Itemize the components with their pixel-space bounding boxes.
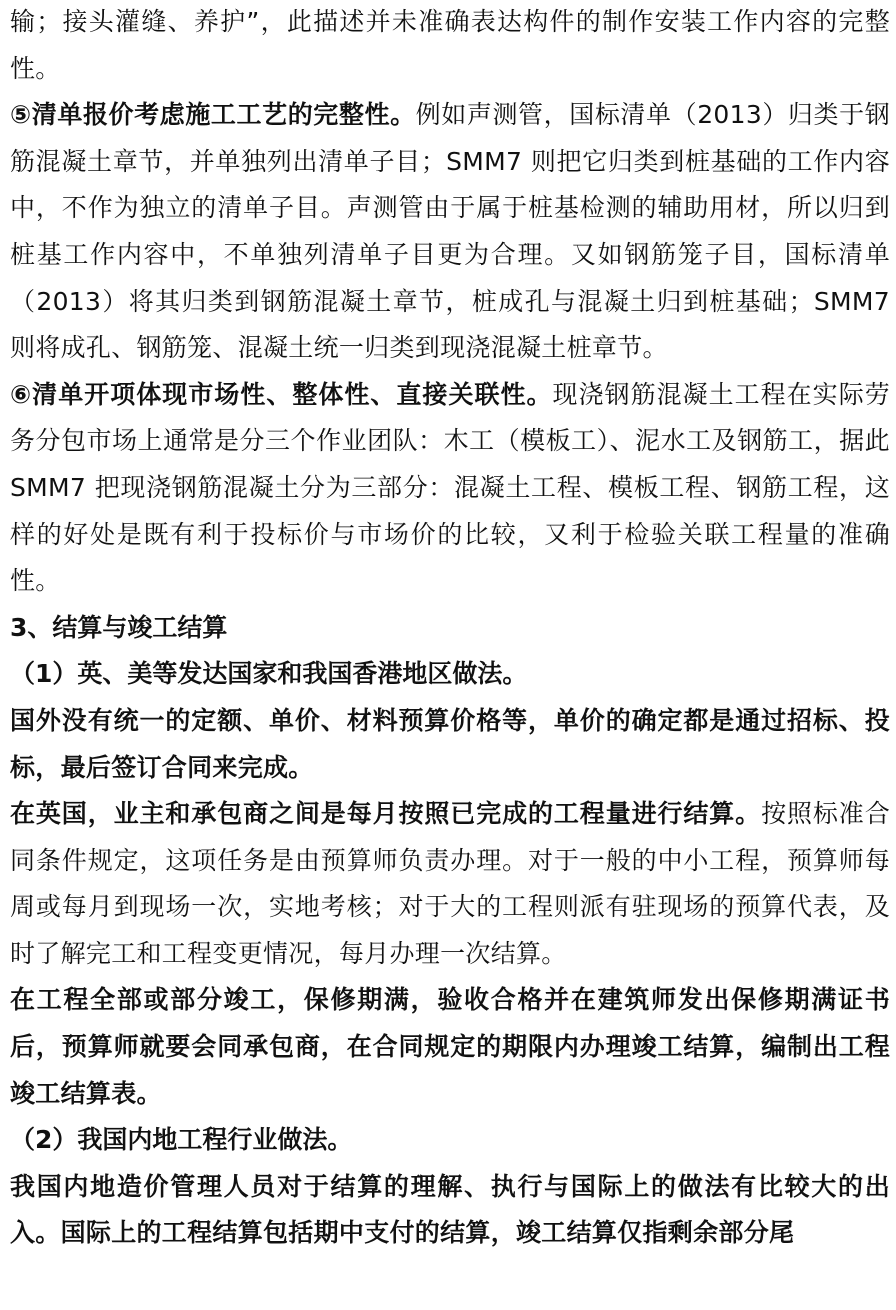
paragraph-lead: 在英国，业主和承包商之间是每月按照已完成的工程量进行结算。 xyxy=(10,799,762,829)
paragraph-item-5 xyxy=(10,92,890,372)
bold-paragraph-3: 我国内地造价管理人员对于结算的理解、执行与国际上的做法有比较大的出入。国际上的工程结算包括期中支付的结算，竣工结算仅指剩余部分尾 xyxy=(10,1171,890,1248)
paragraph-text: 按照标准合同条件规定，这项任务是由预算师负责办理。对于一般的中小工程，预算师每周或每月到现场一次，实地考核；对于大的工程则派有驻现场的预算代表，及时了解完工和工程变更情况，每月办理一次结算。 xyxy=(10,799,890,968)
paragraph-text: 现浇钢筋混凝土工程在实际劳务分包市场上通常是分三个作业团队：木工（模板工）、泥水工及钢筋工，据此SMM7 把现浇钢筋混凝土分为三部分：混凝土工程、模板工程、钢筋工程，这样的好处是既有利于投标价与市场价的比较，又利于检验关联工程量的准确性。 xyxy=(10,379,891,596)
paragraph-lead: ⑥清单开项体现市场性、整体性、直接关联性。 xyxy=(10,379,553,409)
section-heading: 3、结算与竣工结算 xyxy=(10,612,228,642)
sub-heading-1: （1）英、美等发达国家和我国香港地区做法。 xyxy=(10,659,528,689)
paragraph-text: 输；接头灌缝、养护”，此描述并未准确表达构件的制作安装工作内容的完整性。 xyxy=(10,7,890,83)
bold-paragraph-1: 国外没有统一的定额、单价、材料预算价格等，单价的确定都是通过招标、投标，最后签订合同来完成。 xyxy=(10,705,890,782)
paragraph-text: 例如声测管，国标清单（2013）归类于钢筋混凝土章节，并单独列出清单子目；SMM7 则把它归类到桩基础的工作内容中，不作为独立的清单子目。声测管由于属于桩基检测的辅助用材，所以归到桩基工作内容中，不单独列清单子目更为合理。又如钢筋笼子目，国标清单（2013）将其归类到钢筋混凝土章节，桩成孔与混凝土归到桩基础；SMM7 则将成孔、钢筋笼、混凝土统一归类到现浇混凝土桩章节。 xyxy=(10,100,890,363)
paragraph-item-6 xyxy=(10,372,890,605)
bold-paragraph-2: 在工程全部或部分竣工，保修期满，验收合格并在建筑师发出保修期满证书后，预算师就要会同承包商，在合同规定的期限内办理竣工结算，编制出工程竣工结算表。 xyxy=(10,985,890,1108)
paragraph-continuation xyxy=(10,0,890,92)
uk-paragraph xyxy=(10,791,890,977)
sub-heading-2: （2）我国内地工程行业做法。 xyxy=(10,1125,353,1155)
paragraph-lead: ⑤清单报价考虑施工工艺的完整性。 xyxy=(10,100,416,130)
